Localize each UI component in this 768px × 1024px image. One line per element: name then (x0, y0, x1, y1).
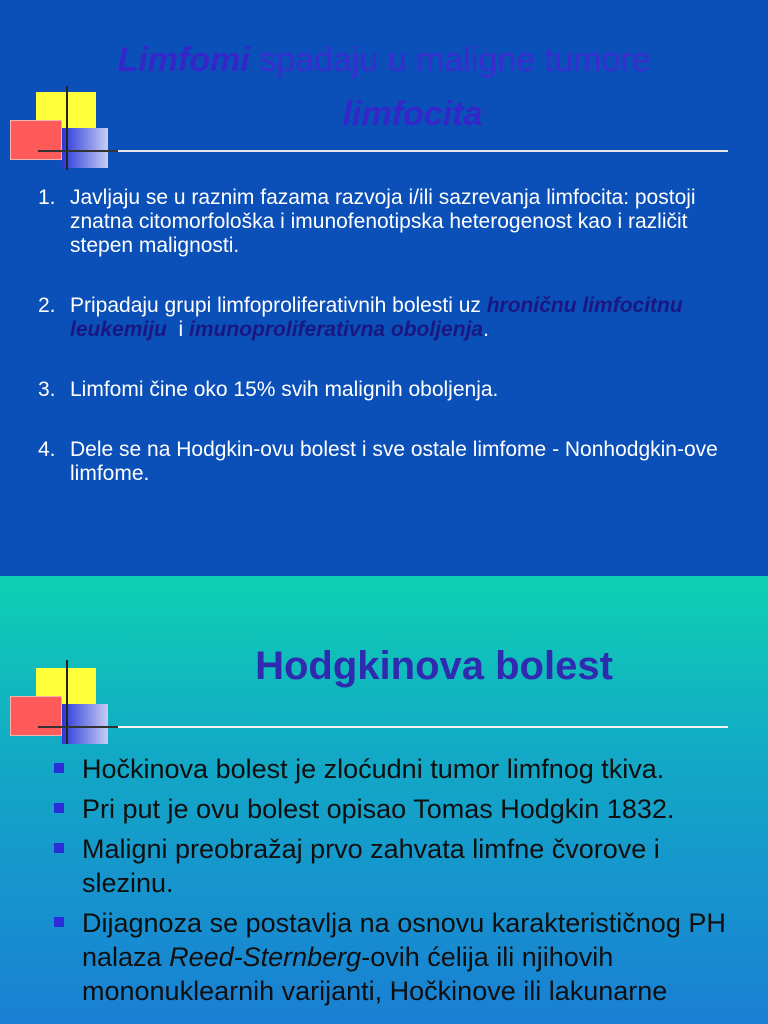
bullet-square-icon (54, 803, 64, 813)
title-rest: spadaju u maligne tumore (249, 41, 651, 79)
item-text: Javljaju se u raznim fazama razvoja i/ili sazrevanja limfocita: postoji znatna citomorfološka i imunofenotipska heterogenost kao i različit stepen malignosti. (70, 186, 696, 257)
title-underline (38, 726, 728, 728)
list-item (38, 186, 748, 258)
list-item (54, 906, 754, 1008)
list-item (54, 832, 754, 900)
item-text-pre: Pripadaju grupi limfoproliferativnih bolesti uz (70, 294, 487, 317)
item-text-post: . (483, 318, 489, 341)
title-emphasis: Limfomi (117, 41, 250, 79)
item-number: 4. (38, 438, 56, 461)
list-item (54, 752, 754, 786)
slide-title-line2: limfocita (342, 95, 483, 133)
slide-title: Hodgkinova bolest (255, 644, 613, 688)
bullet-square-icon (54, 917, 64, 927)
item-text-mid: i (166, 318, 190, 341)
item-text: Limfomi čine oko 15% svih malignih oboljenja. (70, 378, 499, 401)
numbered-list (38, 186, 748, 522)
item-text: Dele se na Hodgkin-ovu bolest i sve ostale limfome - Nonhodgkin-ove limfome. (70, 438, 718, 485)
bullet-list (54, 752, 754, 1014)
item-number: 3. (38, 378, 56, 401)
list-item (38, 438, 748, 486)
item-text-post: -ovih ćelija ili njihovih mononuklearnih varijanti, Hočkinove ili lakunarne (82, 942, 668, 1006)
blue-square (62, 704, 108, 744)
item-emphasis-2: imunoproliferativna oboljenja (189, 318, 484, 341)
slide-2 (0, 576, 768, 1024)
bullet-square-icon (54, 843, 64, 853)
item-number: 1. (38, 186, 56, 209)
list-item (38, 378, 748, 402)
item-italic: Reed-Sternberg (169, 942, 362, 972)
item-emphasis-1: hroničnu limfocitnu leukemiju (70, 294, 683, 341)
bullet-square-icon (54, 763, 64, 773)
blue-square (62, 128, 108, 168)
item-number: 2. (38, 294, 56, 317)
slide-title (0, 38, 768, 82)
item-text-pre: Dijagnoza se postavlja na osnovu karakterističnog PH nalaza (82, 908, 726, 972)
title-underline (38, 150, 728, 152)
item-text: Maligni preobražaj prvo zahvata limfne čvorove i slezinu. (82, 834, 660, 898)
item-text: Hočkinova bolest je zloćudni tumor limfnog tkiva. (82, 754, 665, 784)
list-item (38, 294, 748, 342)
red-square (10, 696, 62, 736)
list-item (54, 792, 754, 826)
item-text: Pri put je ovu bolest opisao Tomas Hodgkin 1832. (82, 794, 675, 824)
